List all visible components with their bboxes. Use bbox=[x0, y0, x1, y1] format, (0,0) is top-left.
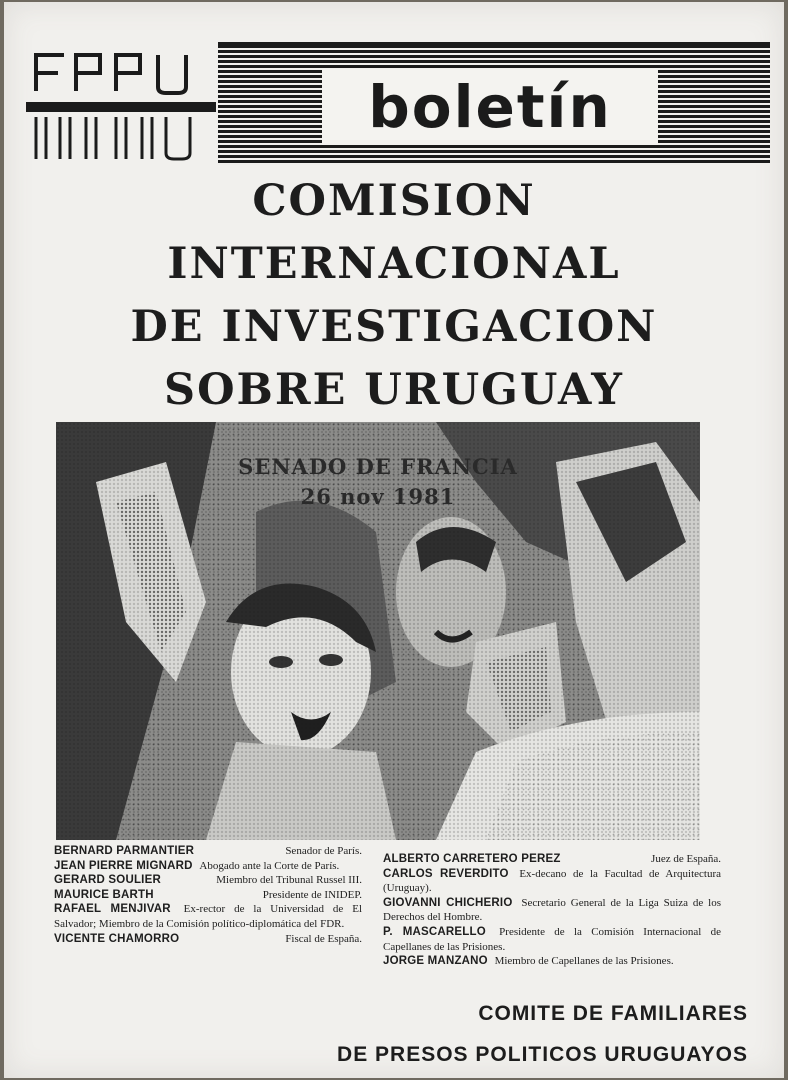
title-box bbox=[322, 69, 658, 145]
headline-line-4: SOBRE URUGUAY bbox=[164, 365, 624, 415]
member-entry bbox=[54, 932, 362, 947]
member-name: RAFAEL MENJIVAR bbox=[54, 903, 171, 916]
photo-caption bbox=[56, 452, 700, 512]
member-role: Presidente de INIDEP. bbox=[262, 888, 362, 901]
member-entry bbox=[383, 925, 721, 954]
member-entry bbox=[383, 954, 721, 969]
member-role: Miembro del Tribunal Russel III. bbox=[216, 874, 362, 887]
member-role: Fiscal de España. bbox=[285, 932, 362, 945]
member-entry bbox=[54, 859, 362, 874]
member-name: JEAN PIERRE MIGNARD bbox=[54, 859, 193, 872]
member-name: GERARD SOULIER bbox=[54, 874, 161, 887]
member-name: BERNARD PARMANTIER bbox=[54, 845, 195, 857]
member-name: MAURICE BARTH bbox=[54, 888, 154, 901]
member-role: Juez de España. bbox=[651, 853, 721, 865]
member-name: CARLOS REVERDITO bbox=[383, 867, 509, 880]
member-name: VICENTE CHAMORRO bbox=[54, 932, 180, 945]
member-name: GIOVANNI CHICHERIO bbox=[383, 896, 513, 909]
member-name: P. MASCARELLO bbox=[383, 925, 486, 938]
bulletin-page bbox=[4, 2, 784, 1078]
member-entry bbox=[383, 852, 721, 867]
members-list-right bbox=[383, 852, 721, 969]
headline bbox=[4, 170, 784, 422]
member-name: ALBERTO CARRETERO PEREZ bbox=[383, 853, 561, 865]
member-role: Abogado ante la Corte de París. bbox=[199, 859, 340, 872]
headline-line-2: INTERNACIONAL bbox=[167, 239, 621, 289]
fppu-logo bbox=[26, 47, 216, 165]
committee-name-line-2: DE PRESOS POLITICOS URUGUAYOS bbox=[337, 1043, 748, 1066]
member-role: Ex-decano de la Facultad de Arquitectura (Uruguay). bbox=[383, 867, 721, 895]
title-banner bbox=[218, 42, 770, 165]
member-entry bbox=[54, 902, 362, 931]
member-entry bbox=[54, 888, 362, 903]
member-entry bbox=[383, 896, 721, 925]
member-entry bbox=[383, 867, 721, 896]
caption-date: 26 nov 1981 bbox=[300, 484, 456, 509]
bulletin-title: boletín bbox=[368, 73, 612, 141]
members-list-left bbox=[54, 844, 362, 946]
member-role: Secretario General de la Liga Suiza de los Derechos del Hombre. bbox=[383, 896, 721, 924]
member-role: Miembro de Capellanes de las Prisiones. bbox=[494, 955, 674, 968]
member-name: JORGE MANZANO bbox=[383, 955, 488, 968]
member-role: Senador de París. bbox=[285, 845, 362, 857]
headline-line-3: DE INVESTIGACION bbox=[130, 302, 658, 352]
halftone-photo bbox=[56, 422, 700, 840]
member-role: Ex-rector de la Universidad de El Salvador; Miembro de la Comisión político-diplomática del FDR. bbox=[54, 903, 363, 930]
caption-venue: SENADO DE FRANCIA bbox=[238, 454, 518, 479]
member-entry bbox=[54, 844, 362, 859]
committee-name-line-1: COMITE DE FAMILIARES bbox=[478, 1002, 748, 1025]
member-role: Presidente de la Comisión Internacional de Capellanes de las Prisiones. bbox=[383, 925, 721, 953]
headline-line-1: COMISION bbox=[252, 176, 536, 226]
member-entry bbox=[54, 873, 362, 888]
